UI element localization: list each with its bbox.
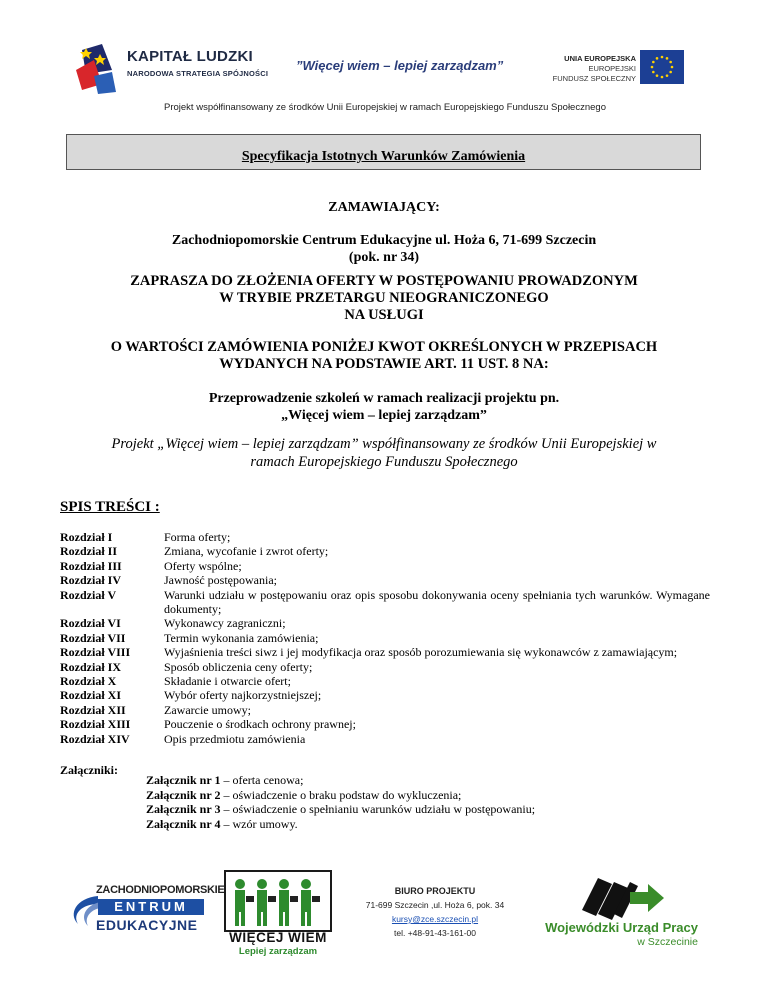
toc-chapter-label: Rozdział XII <box>60 702 126 717</box>
project-office-heading: BIURO PROJEKTU <box>394 886 476 896</box>
toc-chapter-title: Wybór oferty najkorzystniejszej; <box>164 688 322 703</box>
eu-star <box>669 61 672 64</box>
attachment-description: – oferta cenowa; <box>220 773 304 787</box>
attachment-item <box>146 773 535 788</box>
attachment-item <box>146 817 535 832</box>
attachments-heading: Załączniki: <box>60 763 119 777</box>
kapital-ludzki-title: KAPITAŁ LUDZKI <box>127 48 253 65</box>
attachment-number: Załącznik nr 1 <box>146 773 221 787</box>
zce-line2: ENTRUM <box>98 899 204 915</box>
eu-label-line2: EUROPEJSKI <box>588 64 636 73</box>
toc-chapter-label: Rozdział VII <box>60 630 126 645</box>
eu-star <box>669 71 672 74</box>
toc-chapter-label: Rozdział III <box>60 558 122 573</box>
toc-chapter-label: Rozdział VI <box>60 616 121 631</box>
subject-line2: „Więcej wiem – lepiej zarządzam” <box>281 408 487 423</box>
toc-row <box>60 645 710 659</box>
document-title: Specyfikacja Istotnych Warunków Zamówienia <box>241 149 526 164</box>
toc-chapter-label: Rozdział IV <box>60 573 121 588</box>
cofinancing-line2: ramach Europejskiego Funduszu Społecznego <box>250 454 518 470</box>
subject-line1: Przeprowadzenie szkoleń w ramach realizacji projektu pn. <box>208 391 560 406</box>
toc-chapter-label: Rozdział XIII <box>60 717 131 732</box>
eu-star <box>666 74 669 77</box>
invitation-block <box>60 273 708 324</box>
header-logos <box>0 0 768 125</box>
toc-chapter-label: Rozdział XI <box>60 688 121 703</box>
toc-row <box>60 616 710 630</box>
toc-row <box>60 631 710 645</box>
attachment-description: – oświadczenie o spełnianiu warunków udziału w postępowaniu; <box>220 802 536 816</box>
toc-row <box>60 717 710 731</box>
toc-chapter-label: Rozdział V <box>60 587 117 602</box>
project-office-email-link[interactable]: kursy@zce.szczecin.pl <box>391 914 479 924</box>
toc-chapter-label: Rozdział XIV <box>60 731 130 746</box>
eu-star <box>652 71 655 74</box>
wiecej-wiem-title: WIĘCEJ WIEM <box>229 930 327 945</box>
zce-line1: ZACHODNIOPOMORSKIE <box>96 884 225 896</box>
eu-star <box>661 56 664 59</box>
eu-star <box>666 57 669 60</box>
invitation-line2: W TRYBIE PRZETARGU NIEOGRANICZONEGO <box>219 290 549 306</box>
attachment-description: – wzór umowy. <box>220 816 298 831</box>
attachment-description: – oświadczenie o braku podstaw do wykluczenia; <box>220 787 462 802</box>
wup-logo <box>540 870 705 952</box>
toc-chapter-title: Składanie i otwarcie ofert; <box>164 674 291 689</box>
project-office-address: 71-699 Szczecin ,ul. Hoża 6, pok. 34 <box>365 900 505 910</box>
toc-chapter-title: Forma oferty; <box>164 530 231 544</box>
project-slogan: ”Więcej wiem – lepiej zarządzam” <box>296 58 504 73</box>
attachments-list <box>146 773 535 831</box>
toc-chapter-title: Jawność postępowania; <box>164 573 277 588</box>
wiecej-wiem-logo <box>220 870 332 956</box>
zamawiajacy-address <box>60 232 708 266</box>
eu-star <box>656 57 659 60</box>
eu-star <box>651 66 654 69</box>
toc-row <box>60 732 710 746</box>
toc-chapter-title: Oferty wspólne; <box>164 558 242 573</box>
wiecej-wiem-subtitle: Lepiej zarządzam <box>238 946 318 957</box>
toc-row <box>60 674 710 688</box>
toc-heading: SPIS TREŚCI : <box>60 499 160 515</box>
zamawiajacy-line2: (pok. nr 34) <box>348 250 420 265</box>
invitation-line3: NA USŁUGI <box>344 307 424 323</box>
toc-chapter-title: Termin wykonania zamówienia; <box>164 630 319 645</box>
attachment-item <box>146 788 535 803</box>
cofinancing-block <box>60 435 708 471</box>
toc-chapter-title: Warunki udziału w postępowaniu oraz opis sposobu dokonywania oceny spełniania tych warunków. Wymagane dokumenty; <box>164 587 710 617</box>
wup-name: Wojewódzki Urząd Pracy <box>545 920 698 935</box>
toc-row <box>60 660 710 674</box>
kapital-ludzki-logo <box>72 40 122 96</box>
toc-chapter-title: Wyjaśnienia treści siwz i jej modyfikacja oraz sposób porozumiewania się wykonawców z zamawiającym; <box>164 645 678 660</box>
toc-chapter-title: Pouczenie o środkach ochrony prawnej; <box>164 717 356 732</box>
value-line2: WYDANYCH NA PODSTAWIE ART. 11 UST. 8 NA: <box>219 356 549 372</box>
value-line1: O WARTOŚCI ZAMÓWIENIA PONIŻEJ KWOT OKREŚLONYCH W PRZEPISACH <box>110 339 658 355</box>
eu-label-line1: UNIA EUROPEJSKA <box>564 54 636 63</box>
toc-row <box>60 703 710 717</box>
table-of-contents <box>60 530 710 746</box>
toc-chapter-label: Rozdział X <box>60 674 117 689</box>
project-office <box>350 884 520 940</box>
toc-chapter-title: Wykonawcy zagraniczni; <box>164 616 286 631</box>
toc-row <box>60 573 710 587</box>
toc-row <box>60 544 710 558</box>
toc-row <box>60 530 710 544</box>
toc-chapter-label: Rozdział I <box>60 530 113 544</box>
eu-label <box>530 54 636 84</box>
toc-chapter-title: Zawarcie umowy; <box>164 702 251 717</box>
toc-row <box>60 688 710 702</box>
toc-chapter-title: Opis przedmiotu zamówienia <box>164 731 306 746</box>
invitation-line1: ZAPRASZA DO ZŁOŻENIA OFERTY W POSTĘPOWANIU PROWADZONYM <box>130 273 638 289</box>
zce-logo <box>68 884 225 940</box>
toc-chapter-label: Rozdział II <box>60 544 117 559</box>
toc-chapter-label: Rozdział VIII <box>60 645 131 660</box>
eu-flag-icon <box>640 50 684 84</box>
eu-label-line3: FUNDUSZ SPOŁECZNY <box>552 74 636 83</box>
eu-star <box>652 61 655 64</box>
project-office-phone: tel. +48-91-43-161-00 <box>394 928 476 938</box>
attachment-number: Załącznik nr 3 <box>146 802 221 816</box>
eu-star <box>661 76 664 79</box>
wup-documents-arrow-icon <box>576 870 666 922</box>
attachment-number: Załącznik nr 4 <box>146 816 221 831</box>
attachment-number: Załącznik nr 2 <box>146 787 221 802</box>
business-people-icon <box>226 872 330 930</box>
zamawiajacy-label: ZAMAWIAJĄCY: <box>328 200 440 215</box>
eu-star <box>671 66 674 69</box>
eu-star <box>656 74 659 77</box>
attachment-item <box>146 802 535 817</box>
toc-chapter-label: Rozdział IX <box>60 659 121 674</box>
toc-row <box>60 559 710 573</box>
wiecej-wiem-figures-box <box>224 870 332 932</box>
kapital-ludzki-subtitle: NARODOWA STRATEGIA SPÓJNOŚCI <box>127 69 269 78</box>
toc-row <box>60 588 710 617</box>
zce-line3: EDUKACYJNE <box>96 917 198 933</box>
toc-chapter-title: Sposób obliczenia ceny oferty; <box>164 659 313 674</box>
wup-city: w Szczecinie <box>637 936 698 948</box>
cofinancing-note: Projekt współfinansowany ze środków Unii Europejskiej w ramach Europejskiego Funduszu Społecznego <box>164 102 606 113</box>
subject-block <box>60 390 708 424</box>
value-block <box>60 339 708 373</box>
document-title-box <box>66 134 701 170</box>
toc-chapter-title: Zmiana, wycofanie i zwrot oferty; <box>164 544 329 559</box>
cofinancing-line1: Projekt „Więcej wiem – lepiej zarządzam” współfinansowany ze środków Unii Europejskiej w <box>111 436 657 452</box>
zamawiajacy-line1: Zachodniopomorskie Centrum Edukacyjne ul. Hoża 6, 71-699 Szczecin <box>171 233 597 248</box>
